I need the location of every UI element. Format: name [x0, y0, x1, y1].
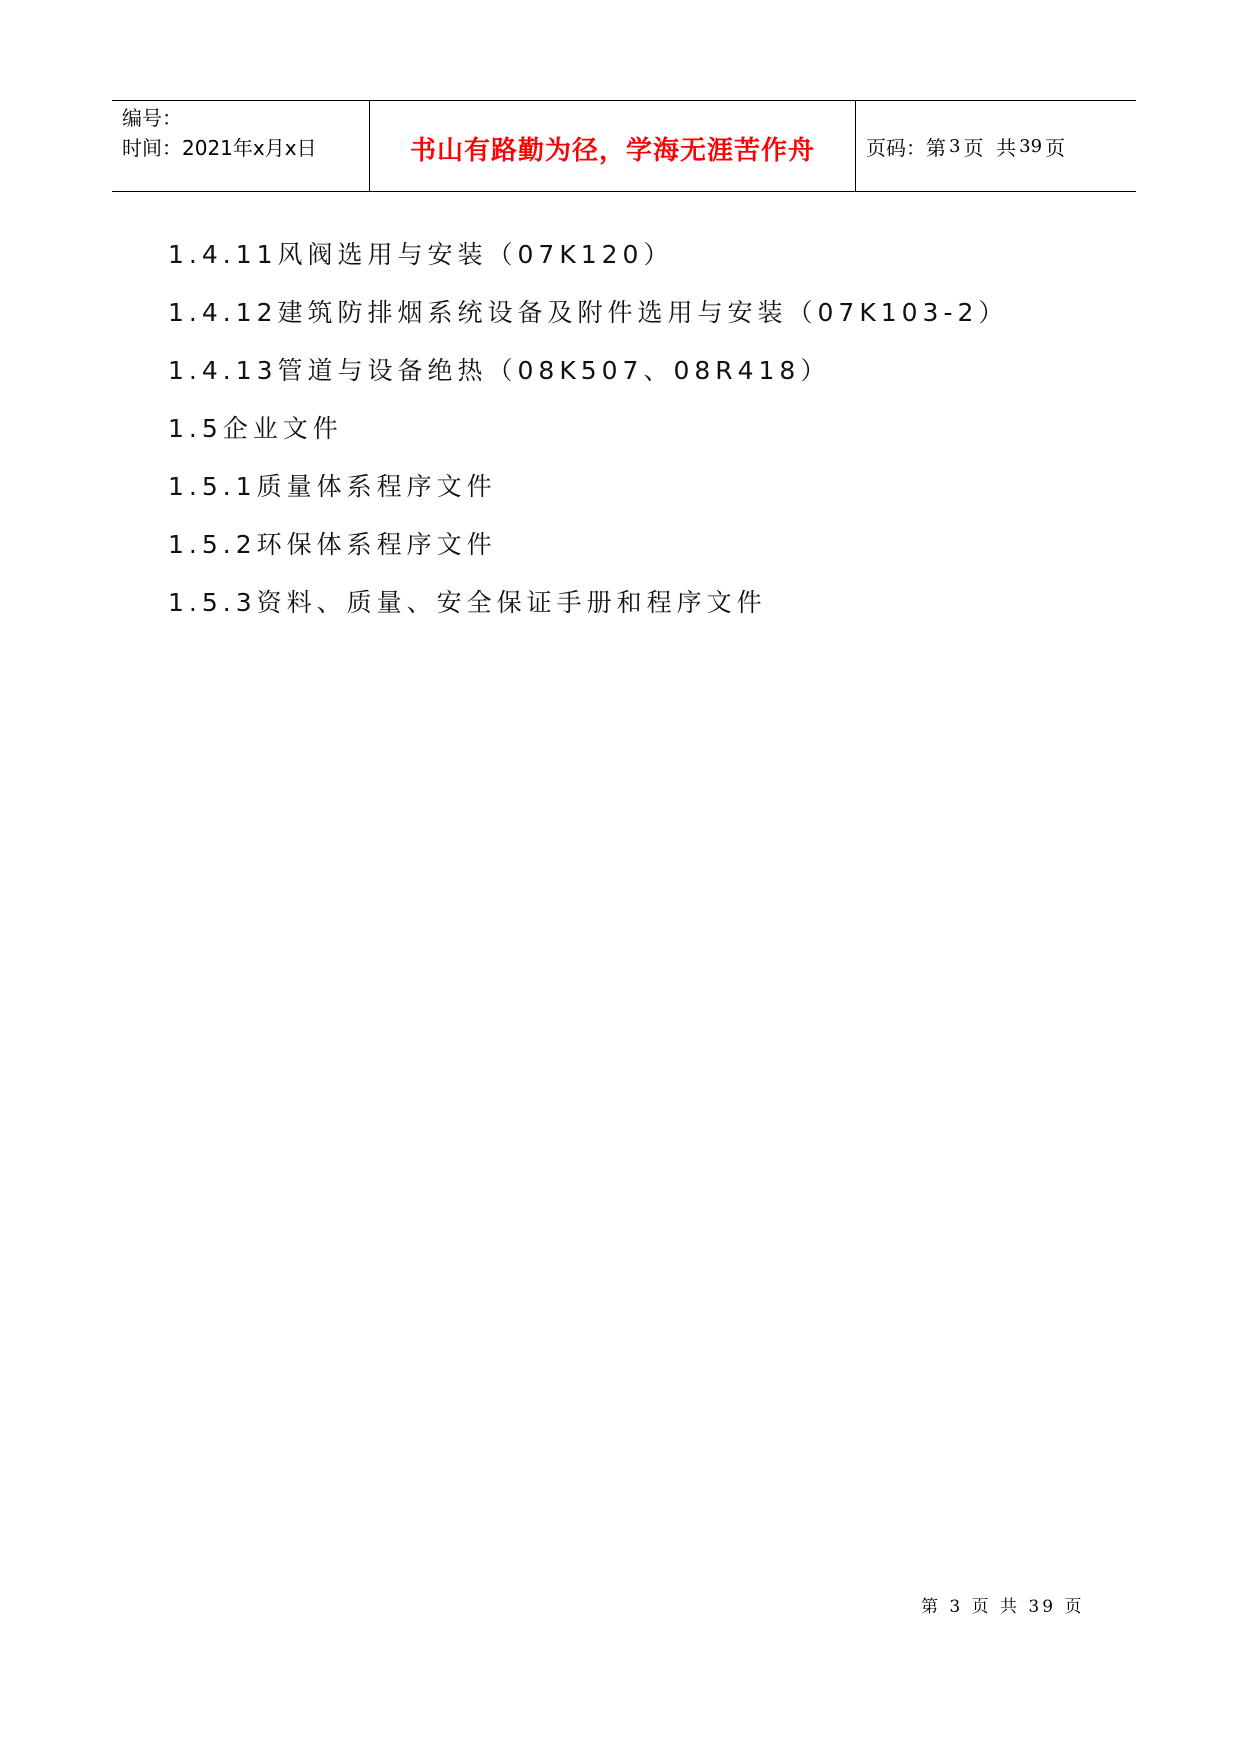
header-motto: 书山有路勤为径，学海无涯苦作舟	[370, 101, 856, 191]
list-item: 1.5.3资料、质量、安全保证手册和程序文件	[168, 588, 767, 617]
page-label-suffix: 页	[1045, 135, 1066, 160]
page-total: 39	[1019, 135, 1043, 157]
page-footer: 第 3 页 共 39 页	[921, 1597, 1085, 1617]
list-item: 1.4.12建筑防排烟系统设备及附件选用与安装（07K103-2）	[168, 298, 1009, 327]
document-body	[168, 240, 1008, 646]
header-page-info	[856, 101, 1136, 191]
document-header	[112, 100, 1136, 192]
page-label-prefix: 页码：第	[866, 135, 946, 160]
document-time-label: 时间：2021年x月x日	[122, 136, 317, 160]
page-current: 3	[949, 135, 961, 157]
document-number-label: 编号：	[122, 106, 182, 130]
header-meta	[112, 101, 370, 191]
list-item: 1.5企业文件	[168, 414, 343, 443]
list-item: 1.5.2环保体系程序文件	[168, 530, 497, 559]
page-label-mid: 页 共	[963, 135, 1017, 160]
list-item: 1.5.1质量体系程序文件	[168, 472, 497, 501]
list-item: 1.4.11风阀选用与安装（07K120）	[168, 240, 674, 269]
list-item: 1.4.13管道与设备绝热（08K507、08R418）	[168, 356, 831, 385]
